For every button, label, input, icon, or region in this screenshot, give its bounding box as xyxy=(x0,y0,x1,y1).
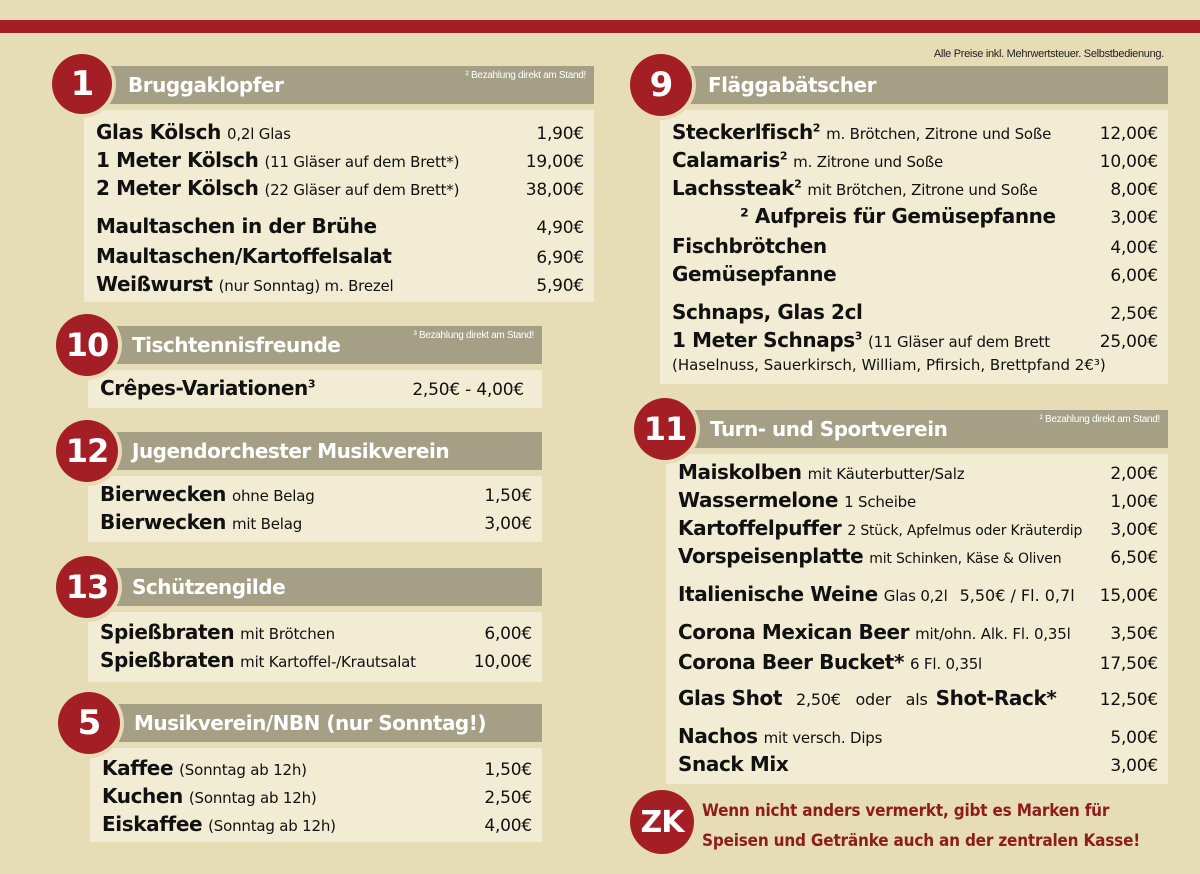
item-name: Shot-Rack* xyxy=(935,686,1057,710)
vendor-number-badge: 12 xyxy=(56,420,118,482)
item-price: 4,00€ xyxy=(1110,238,1158,258)
menu-item xyxy=(678,516,1158,540)
item-footnote: 3 xyxy=(307,377,316,391)
vendor-title: Bruggaklopfer xyxy=(128,73,284,97)
item-name: Glas Kölsch xyxy=(96,120,221,144)
item-price: 17,50€ xyxy=(1099,654,1158,674)
item-price: 15,00€ xyxy=(1099,586,1158,606)
item-price: 3,00€ xyxy=(1110,756,1158,776)
item-desc: 6 Fl. 0,35l xyxy=(910,655,983,673)
item-price: 12,50€ xyxy=(1099,690,1158,710)
vendor-header xyxy=(664,66,1168,104)
item-name: Steckerlfisch$^2$ xyxy=(672,120,821,144)
item-price: 38,00€ xyxy=(525,180,584,200)
item-price: 2,50€ xyxy=(1110,304,1158,324)
item-desc: (Sonntag ab 12h) xyxy=(208,817,336,835)
item-desc: (11 Gläser auf dem Brett*) xyxy=(264,153,460,171)
vendor-menu-panel xyxy=(88,370,542,408)
vendor-header xyxy=(88,326,542,364)
item-desc: mit Belag xyxy=(232,515,303,533)
item-desc: (Haselnuss, Sauerkirsch, William, Pfirsich, Brettpfand 2€³) xyxy=(672,356,1106,374)
vendor-title: Schützengilde xyxy=(132,575,286,599)
item-price: 2,50€ xyxy=(484,788,532,808)
item-name: Snack Mix xyxy=(678,752,789,776)
vendor-number-badge: 10 xyxy=(56,314,118,376)
menu-item xyxy=(678,620,1158,644)
menu-item xyxy=(678,752,1158,776)
menu-item xyxy=(672,328,1158,352)
item-price: 3,00€ xyxy=(1110,208,1158,228)
item-price: 1,50€ xyxy=(484,486,532,506)
menu-item xyxy=(102,784,532,808)
item-price: 6,50€ xyxy=(1110,548,1158,568)
item-name: Maultaschen in der Brühe xyxy=(96,214,377,238)
menu-item xyxy=(678,582,1158,606)
item-name: Bierwecken xyxy=(100,482,226,506)
central-cashier-note xyxy=(702,796,1162,856)
menu-item xyxy=(672,120,1158,144)
menu-item xyxy=(100,376,532,400)
menu-item xyxy=(96,148,584,172)
menu-item xyxy=(672,148,1158,172)
item-price: 3,00€ xyxy=(1110,520,1158,540)
item-desc: Glas 0,2l xyxy=(883,587,948,605)
item-footnote: 2 xyxy=(794,177,802,191)
item-name: 1 Meter Kölsch xyxy=(96,148,259,172)
vendor-title: Fläggabätscher xyxy=(708,73,876,97)
item-name: Spießbraten xyxy=(100,648,235,672)
vendor-title: Tischtennisfreunde xyxy=(132,333,341,357)
item-price: 6,00€ xyxy=(484,624,532,644)
menu-item xyxy=(96,120,584,144)
item-desc: (Sonntag ab 12h) xyxy=(179,761,307,779)
item-name: Kaffee xyxy=(102,756,174,780)
menu-item xyxy=(100,620,532,644)
item-name: 2 Meter Kölsch xyxy=(96,176,259,200)
item-desc: mit Brötchen xyxy=(240,625,335,643)
item-name: Bierwecken xyxy=(100,510,226,534)
vendor-header xyxy=(88,568,542,606)
item-price: 3,50€ xyxy=(1110,624,1158,644)
note-line: Wenn nicht anders vermerkt, gibt es Marken für xyxy=(702,801,1110,821)
vendor-payment-note: ² Bezahlung direkt am Stand! xyxy=(1039,414,1160,425)
item-name: Corona Mexican Beer xyxy=(678,620,910,644)
menu-item xyxy=(672,176,1158,200)
item-price: 6,90€ xyxy=(536,248,584,268)
vendor-payment-note: ³ Bezahlung direkt am Stand! xyxy=(413,330,534,341)
item-name: Maiskolben xyxy=(678,460,802,484)
vendor-menu-panel xyxy=(84,110,594,302)
item-desc: (22 Gläser auf dem Brett*) xyxy=(264,181,460,199)
item-name: Maultaschen/Kartoffelsalat xyxy=(96,244,392,268)
price-note: Alle Preise inkl. Mehrwertsteuer. Selbstbedienung. xyxy=(933,48,1164,60)
menu-item xyxy=(678,488,1158,512)
item-name: Nachos xyxy=(678,724,758,748)
vendor-number-badge: 11 xyxy=(634,398,696,460)
item-price: 25,00€ xyxy=(1099,332,1158,352)
item-price: 1,90€ xyxy=(536,124,584,144)
item-name: Kartoffelpuffer xyxy=(678,516,842,540)
item-price: 4,90€ xyxy=(536,218,584,238)
item-name: Corona Beer Bucket* xyxy=(678,650,905,674)
vendor-menu-panel xyxy=(666,454,1168,784)
item-name: 1 Meter Schnaps$^3$ xyxy=(672,328,863,352)
vendor-header xyxy=(84,66,594,104)
item-price: 5,00€ xyxy=(1110,728,1158,748)
vendor-menu-panel xyxy=(660,110,1168,384)
item-desc: mit Brötchen, Zitrone und Soße xyxy=(807,181,1038,199)
item-desc: 2,50€ oder als xyxy=(795,690,928,709)
vendor-header xyxy=(88,432,542,470)
menu-item xyxy=(100,510,532,534)
item-price: 3,00€ xyxy=(484,514,532,534)
item-name: Calamaris$^2$ xyxy=(672,148,788,172)
item-price: 8,00€ xyxy=(1110,180,1158,200)
item-name: Schnaps, Glas 2cl xyxy=(672,300,863,324)
item-price: 10,00€ xyxy=(1099,152,1158,172)
vendor-header xyxy=(666,410,1168,448)
item-name: Crêpes-Variationen$^3$ xyxy=(100,376,316,400)
vendor-title: Jugendorchester Musikverein xyxy=(132,439,450,463)
zk-badge: ZK xyxy=(630,790,694,854)
item-desc: 2 Stück, Apfelmus oder Kräuterdip xyxy=(847,523,1083,539)
item-price: 6,00€ xyxy=(1110,266,1158,286)
note-line: Speisen und Getränke auch an der zentralen Kasse! xyxy=(702,831,1141,851)
item-price: 5,90€ xyxy=(536,276,584,296)
item-name: Kuchen xyxy=(102,784,183,808)
item-desc: mit versch. Dips xyxy=(763,729,883,747)
item-desc: (nur Sonntag) m. Brezel xyxy=(218,277,394,295)
item-name: Gemüsepfanne xyxy=(672,262,837,286)
item-name: ² Aufpreis für Gemüsepfanne xyxy=(740,204,1056,228)
menu-item xyxy=(672,234,1158,258)
item-name: Spießbraten xyxy=(100,620,235,644)
item-footnote: 2 xyxy=(812,121,821,135)
menu-item xyxy=(102,812,532,836)
vendor-number-badge: 13 xyxy=(56,556,118,618)
item-desc: (Sonntag ab 12h) xyxy=(188,789,317,807)
vendor-number-badge: 9 xyxy=(630,54,692,116)
item-footnote: 3 xyxy=(854,329,863,343)
item-desc: mit Käuterbutter/Salz xyxy=(807,465,965,483)
item-name: Lachssteak$^2$ xyxy=(672,176,802,200)
menu-item xyxy=(96,176,584,200)
vendor-menu-panel xyxy=(88,612,542,682)
item-price: 2,00€ xyxy=(1110,464,1158,484)
item-desc: ohne Belag xyxy=(232,487,315,505)
item-desc: m. Zitrone und Soße xyxy=(793,153,944,171)
item-desc: m. Brötchen, Zitrone und Soße xyxy=(826,125,1052,143)
menu-item xyxy=(96,214,584,238)
item-name: Glas Shot xyxy=(678,686,782,710)
item-price: 4,00€ xyxy=(484,816,532,836)
vendor-number-badge: 1 xyxy=(52,54,112,114)
menu-item xyxy=(678,460,1158,484)
vendor-payment-note: ² Bezahlung direkt am Stand! xyxy=(465,70,586,81)
vendor-menu-panel xyxy=(88,476,542,542)
item-desc: 1 Scheibe xyxy=(844,493,917,511)
menu-item xyxy=(100,482,532,506)
item-desc: mit Schinken, Käse & Oliven xyxy=(869,551,1062,567)
menu-item xyxy=(672,300,1158,324)
item-price: 10,00€ xyxy=(473,652,532,672)
menu-item xyxy=(678,724,1158,748)
item-price: 12,00€ xyxy=(1099,124,1158,144)
item-name: Weißwurst xyxy=(96,272,213,296)
menu-item xyxy=(96,244,584,268)
item-price: 1,00€ xyxy=(1110,492,1158,512)
menu-item xyxy=(102,756,532,780)
item-name: Italienische Weine xyxy=(678,582,878,606)
menu-item xyxy=(96,272,584,296)
item-name: Fischbrötchen xyxy=(672,234,827,258)
vendor-menu-panel xyxy=(90,748,542,842)
item-name: Eiskaffee xyxy=(102,812,203,836)
item-footnote: 2 xyxy=(779,149,788,163)
vendor-title: Turn- und Sportverein xyxy=(710,417,948,441)
item-bottle-price: 5,50€ / Fl. 0,7l xyxy=(959,586,1075,605)
menu-item xyxy=(672,262,1158,286)
item-name: Wassermelone xyxy=(678,488,839,512)
top-red-bar xyxy=(0,20,1200,33)
item-price: 19,00€ xyxy=(525,152,584,172)
vendor-number-badge: 5 xyxy=(58,692,120,754)
menu-item xyxy=(100,648,532,672)
menu-item xyxy=(678,686,1158,710)
menu-item-detail xyxy=(672,356,1158,374)
menu-item xyxy=(678,544,1158,568)
vendor-title: Musikverein/NBN (nur Sonntag!) xyxy=(134,711,487,735)
item-desc: mit/ohn. Alk. Fl. 0,35l xyxy=(915,625,1071,643)
vendor-header xyxy=(90,704,542,742)
item-price: 2,50€ - 4,00€ xyxy=(412,380,524,400)
item-name: Vorspeisenplatte xyxy=(678,544,864,568)
item-desc: mit Kartoffel-/Krautsalat xyxy=(240,653,416,671)
menu-item xyxy=(672,204,1158,228)
item-price: 1,50€ xyxy=(484,760,532,780)
menu-item xyxy=(678,650,1158,674)
item-desc: 0,2l Glas xyxy=(226,125,291,143)
item-desc: (11 Gläser auf dem Brett xyxy=(868,333,1050,351)
